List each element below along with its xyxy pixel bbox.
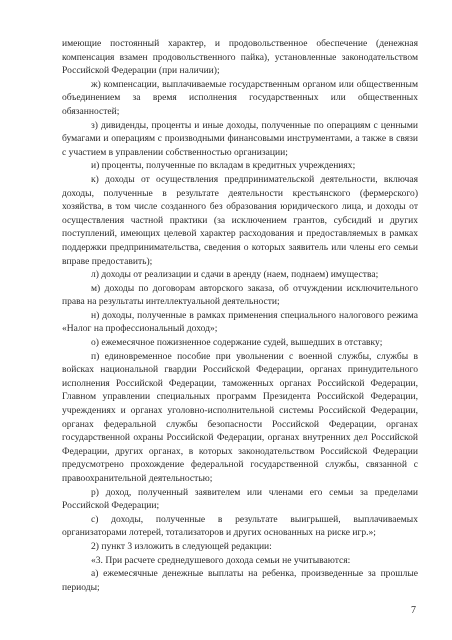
paragraph: п) единовременное пособие при увольнении с военной службы, службы в войсках национальной гвардии Российской Федерации, органах принудительного исполнения Российской Федерации, таможенных органах Российской Федерации, Главном управлении специальных программ Президента Российской Федерации, учреждениях и органах уголовно-исполнительной системы Российской Федерации, органах федеральной службы безопасности Российской Федерации, органах государственной охраны Российской Федерации, органах внутренних дел Российской Федерации, других органах, в которых законодательством Российской Федерации предусмотрено прохождение федеральной государственной службы, связанной с правоохранительной деятельностью;	[62, 350, 418, 484]
paragraph: а) ежемесячные денежные выплаты на ребенка, произведенные за прошлые периоды;	[62, 568, 418, 593]
paragraph: к) доходы от осуществления предпринимательской деятельности, включая доходы, полученные в результате деятельности крестьянского (фермерского) хозяйства, в том числе созданного без образования юридического лица, и доходы от осуществления частной практики (за исключением грантов, субсидий и других поступлений, имеющих целевой характер расходования и предоставляемых в рамках поддержки предпринимательства, сведения о которых заявитель или члены его семьи вправе предоставить);	[62, 173, 418, 267]
document-body	[62, 37, 418, 594]
paragraph: л) доходы от реализации и сдачи в аренду (наем, поднаем) имущества;	[91, 269, 379, 281]
paragraph: с) доходы, полученные в результате выигрышей, выплачиваемых организаторами лотерей, тотализаторов и других основанных на риске игр.»;	[62, 513, 418, 539]
page-number: 7	[411, 605, 416, 616]
paragraph: з) дивиденды, проценты и иные доходы, полученные по операциям с ценными бумагами и операциям с производными финансовыми инструментами, а также в связи с участием в управлении собственностью организации;	[62, 119, 418, 158]
paragraph: ж) компенсации, выплачиваемые государственным органом или общественным объединением за время исполнения государственных или общественных обязанностей;	[62, 78, 418, 117]
paragraph: «3. При расчете среднедушевого дохода семьи не учитываются:	[91, 554, 351, 566]
paragraph: 2) пункт 3 изложить в следующей редакции:	[91, 540, 272, 552]
paragraph: имеющие постоянный характер, и продовольственное обеспечение (денежная компенсация взамен продовольственного пайка), установленные законодательством Российской Федерации (при наличии);	[62, 38, 418, 77]
paragraph: н) доходы, полученные в рамках применения специального налогового режима «Налог на профессиональный доход»;	[62, 309, 418, 335]
paragraph: р) доход, полученный заявителем или членами его семьи за пределами Российской Федерации;	[62, 486, 418, 512]
paragraph: и) проценты, полученные по вкладам в кредитных учреждениях;	[91, 160, 356, 172]
paragraph: м) доходы по договорам авторского заказа, об отчуждении исключительного права на результаты интеллектуальной деятельности;	[62, 282, 418, 308]
paragraph: о) ежемесячное пожизненное содержание судей, вышедших в отставку;	[91, 337, 383, 349]
